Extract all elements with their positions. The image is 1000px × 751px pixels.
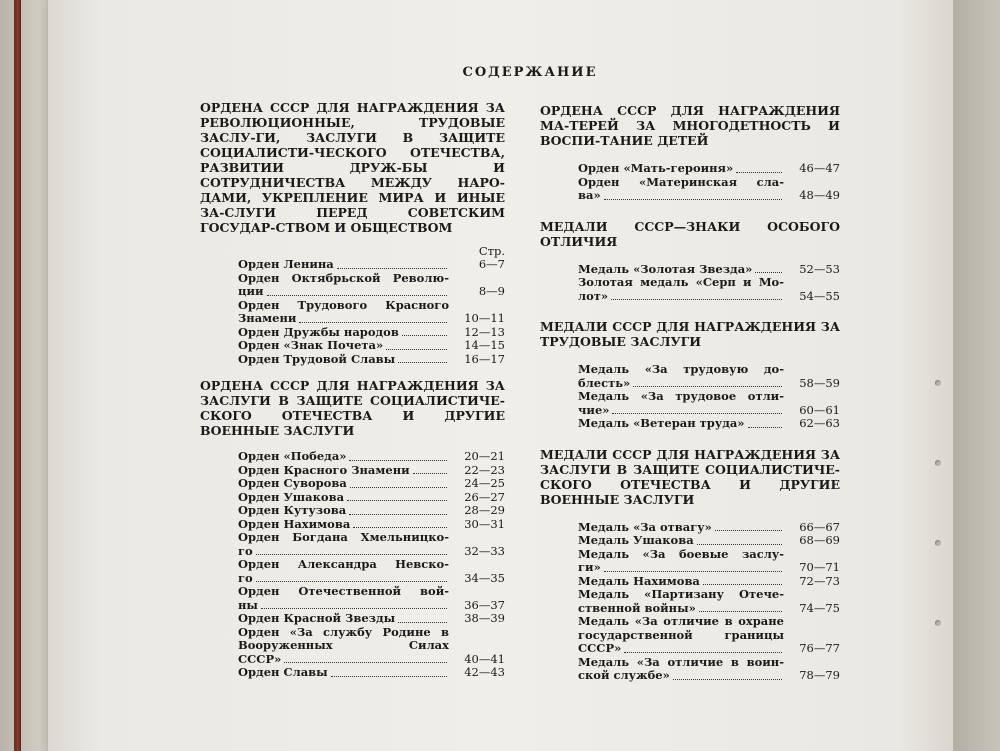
toc-entry[interactable]: Орден Трудового Красного Знамени 10—11 [238, 297, 505, 325]
toc-entry[interactable]: Орден Ушакова 26—27 [238, 489, 505, 504]
toc-section [540, 219, 840, 304]
toc-entry[interactable]: Орден «Материнская сла- ва» 48—49 [578, 174, 840, 202]
toc-entry[interactable]: Орден «Знак Почета» 14—15 [238, 338, 505, 352]
toc-entry[interactable]: Золотая медаль «Серп и Мо- лот» 54—55 [578, 275, 840, 303]
toc-entry[interactable]: Орден «За службу Родине в Вооруженных Силах СССР» 40—41 [238, 624, 505, 666]
cover-edge [14, 0, 21, 751]
toc-entry[interactable]: Орден Нахимова 30—31 [238, 516, 505, 531]
toc-right-column [540, 103, 840, 683]
toc-entry[interactable]: Медаль «Золотая Звезда» 52—53 [578, 261, 840, 276]
page-stack-edge [953, 0, 1000, 751]
toc-entry[interactable]: Орден Отечественной вой- ны 36—37 [238, 584, 505, 612]
section-heading: МЕДАЛИ СССР ДЛЯ НАГРАЖДЕНИЯ ЗА ЗАСЛУГИ В ЗАЩИТЕ СОЦИАЛИСТИЧЕ-СКОГО ОТЕЧЕСТВА И ДРУГИЕ ВОЕННЫЕ ЗАСЛУГИ [540, 446, 840, 507]
toc-entry[interactable]: Медаль «Ветеран труда» 62—63 [578, 416, 840, 430]
toc-entry[interactable]: Медаль Нахимова 72—73 [578, 573, 840, 588]
toc-section [540, 103, 840, 203]
toc-entry[interactable]: Орден Александра Невско- го 34—35 [238, 557, 505, 585]
page-column-label: Стр. [478, 244, 505, 258]
entry-list [540, 263, 840, 304]
toc-section [540, 447, 840, 683]
toc-entry[interactable]: Медаль «За боевые заслу- ги» 70—71 [578, 546, 840, 574]
toc-entry[interactable]: Медаль Ушакова 68—69 [578, 533, 840, 547]
toc-entry[interactable]: Медаль «Партизану Отече- ственной войны» 74—75 [578, 587, 840, 615]
entry-list [200, 450, 505, 680]
toc-entry[interactable]: Медаль «За трудовую до- блесть» 58—59 [578, 362, 840, 390]
section-heading: ОРДЕНА СССР ДЛЯ НАГРАЖДЕНИЯ ЗА РЕВОЛЮЦИОННЫЕ, ТРУДОВЫЕ ЗАСЛУ-ГИ, ЗАСЛУГИ В ЗАЩИТЕ СОЦИАЛИСТИ-ЧЕСКОГО ОТЕЧЕСТВА, РАЗВИТИИ ДРУЖ-БЫ И СОТРУДНИЧЕСТВА МЕЖДУ НАРО-ДАМИ, УКРЕПЛЕНИЕ МИРА И ИНЫЕ ЗА-СЛУГИ ПЕРЕД СОВЕТСКИМ ГОСУДАР-СТВОМ И ОБЩЕСТВОМ [200, 100, 505, 235]
entry-list [540, 363, 840, 431]
toc-entry[interactable]: Медаль «За отличие в воин- ской службе» 78—79 [578, 654, 840, 682]
toc-entry[interactable]: Орден Красного Знамени 22—23 [238, 462, 505, 477]
stitch-holes [935, 380, 945, 700]
entry-list [200, 245, 505, 366]
section-heading: ОРДЕНА СССР ДЛЯ НАГРАЖДЕНИЯ МА-ТЕРЕЙ ЗА МНОГОДЕТНОСТЬ И ВОСПИ-ТАНИЕ ДЕТЕЙ [540, 103, 840, 148]
section-heading: МЕДАЛИ СССР ДЛЯ НАГРАЖДЕНИЯ ЗА ТРУДОВЫЕ ЗАСЛУГИ [540, 319, 840, 349]
toc-entry[interactable]: Орден Богдана Хмельницко- го 32—33 [238, 530, 505, 558]
section-heading: ОРДЕНА СССР ДЛЯ НАГРАЖДЕНИЯ ЗА ЗАСЛУГИ В ЗАЩИТЕ СОЦИАЛИСТИЧЕ-СКОГО ОТЕЧЕСТВА И ДРУГИЕ ВОЕННЫЕ ЗАСЛУГИ [200, 378, 505, 438]
toc-left-column [200, 100, 505, 680]
toc-entry[interactable]: Орден Красной Звезды 38—39 [238, 611, 505, 625]
toc-entry[interactable]: Орден «Победа» 20—21 [238, 449, 505, 463]
toc-entry[interactable]: Орден Кутузова 28—29 [238, 503, 505, 517]
toc-entry[interactable]: Медаль «За отвагу» 66—67 [578, 519, 840, 534]
toc-section [540, 319, 840, 431]
toc-entry[interactable]: Орден Ленина 6—7 [238, 257, 505, 271]
entry-list [540, 521, 840, 683]
toc-entry[interactable]: Орден Трудовой Славы 16—17 [238, 351, 505, 366]
toc-entry[interactable]: Орден Суворова 24—25 [238, 476, 505, 490]
toc-entry[interactable]: Медаль «За отличие в охране государственной границы СССР» 76—77 [578, 614, 840, 655]
entry-list [540, 162, 840, 203]
page-title: СОДЕРЖАНИЕ [462, 65, 598, 80]
toc-section [200, 378, 505, 680]
toc-entry[interactable]: Орден Октябрьской Револю- ции 8—9 [238, 270, 505, 298]
toc-entry[interactable]: Орден «Мать-героиня» 46—47 [578, 161, 840, 175]
section-heading: МЕДАЛИ СССР—ЗНАКИ ОСОБОГО ОТЛИЧИЯ [540, 218, 840, 249]
toc-entry[interactable]: Орден Славы 42—43 [238, 665, 505, 679]
toc-entry[interactable]: Медаль «За трудовое отли- чие» 60—61 [578, 389, 840, 417]
toc-section [200, 100, 505, 366]
toc-entry[interactable]: Орден Дружбы народов 12—13 [238, 324, 505, 339]
